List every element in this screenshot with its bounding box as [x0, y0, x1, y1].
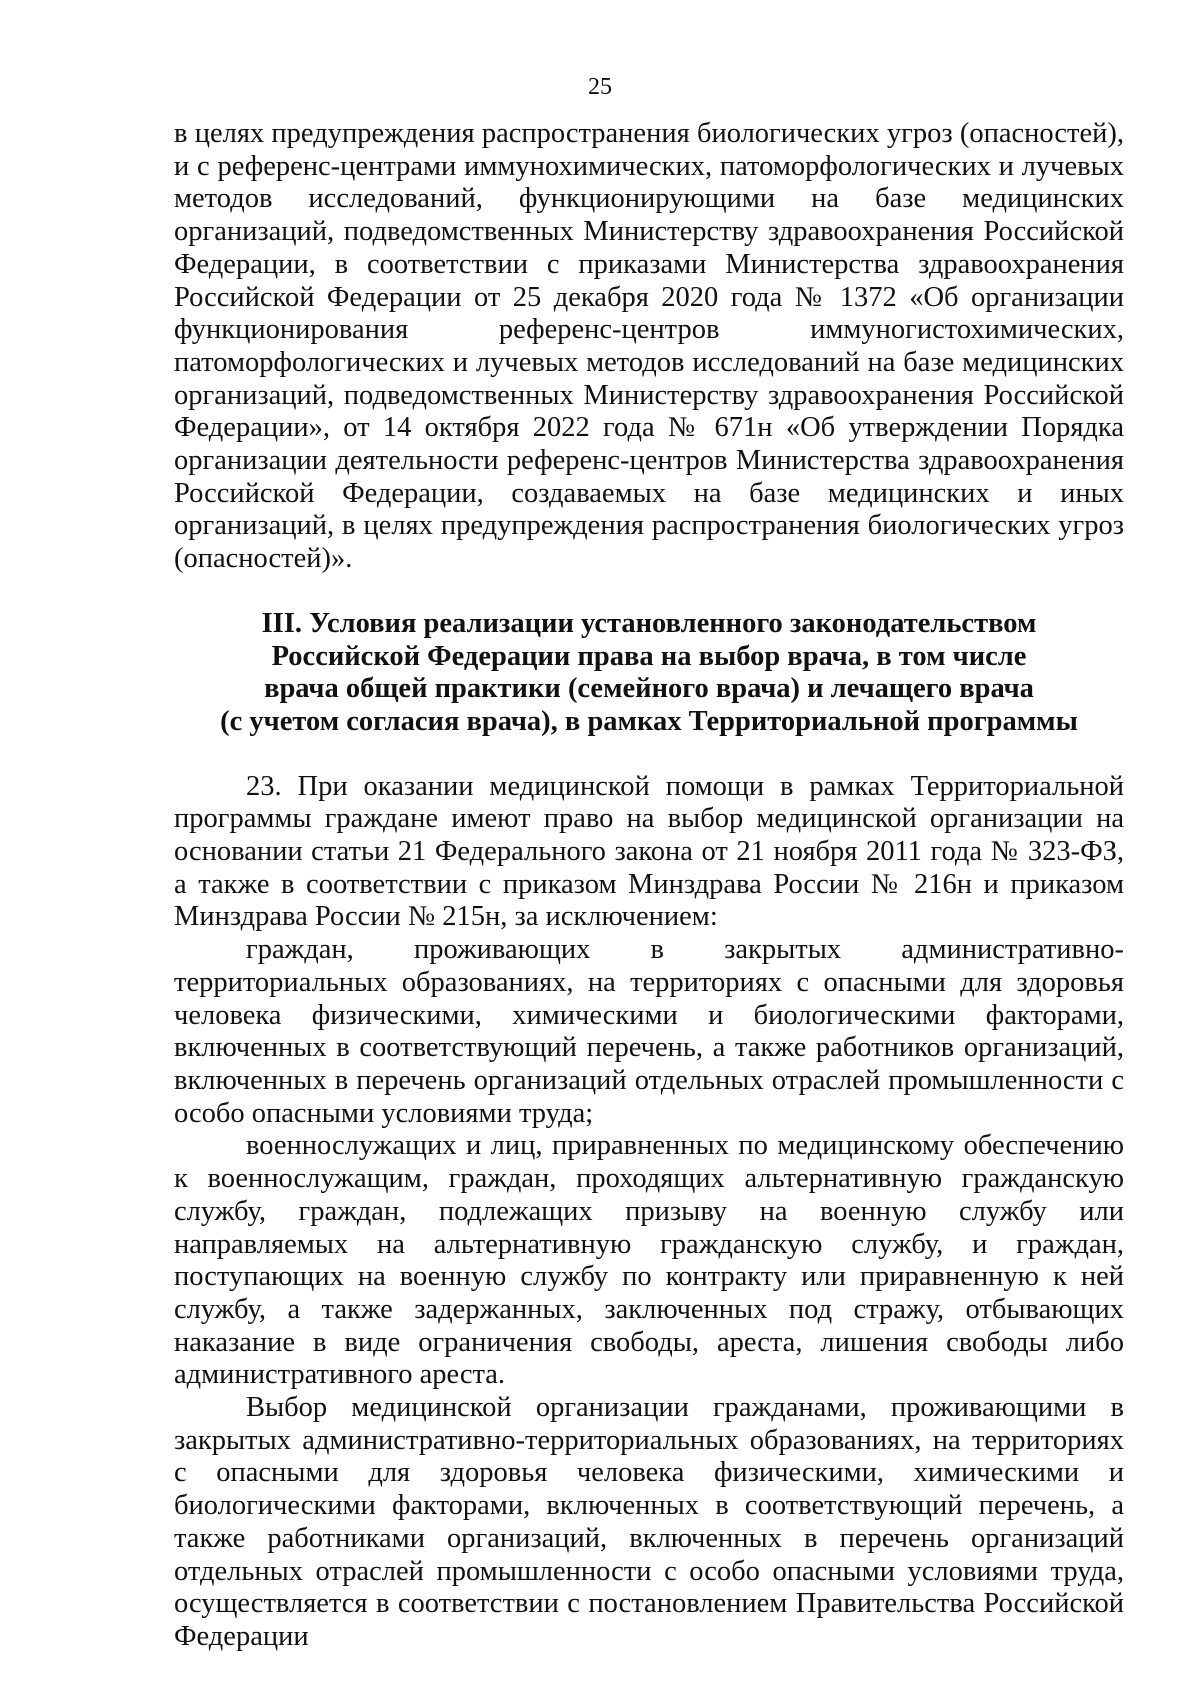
section-heading-line: Российской Федерации права на выбор врача, в том числе	[271, 640, 1027, 672]
page-number: 25	[588, 74, 612, 100]
section-heading-line: III. Условия реализации установленного законодательством	[261, 607, 1037, 639]
section-heading-line: врача общей практики (семейного врача) и лечащего врача	[264, 673, 1034, 705]
paragraph-choice: Выбор медицинской организации гражданами, проживающими в закрытых административно-территориальных образованиях, на территориях с опасными для здоровья человека физическими, химическими и биологическими факторами, включенных в соответствующий перечень, а также работниками организаций, включенных в перечень организаций отдельных отраслей промышленности с особо опасными условиями труда, осуществляется в соответствии с постановлением Правительства Российской Федерации	[174, 1392, 1124, 1652]
section-heading-line: (с учетом согласия врача), в рамках Территориальной программы	[220, 705, 1078, 737]
document-body	[174, 118, 1124, 1654]
paragraph-23: 23. При оказании медицинской помощи в рамках Территориальной программы граждане имеют право на выбор медицинской организации на основании статьи 21 Федерального закона от 21 ноября 2011 года № 323-ФЗ, а также в соответствии с приказом Минздрава России № 216н и приказом Минздрава России № 215н, за исключением:	[174, 770, 1124, 933]
intro-paragraph: в целях предупреждения распространения биологических угроз (опасностей), и с референс-центрами иммунохимических, патоморфологических и лучевых методов исследований, функционирующими на базе медицинских организаций, подведомственных Министерству здравоохранения Российской Федерации, в соответствии с приказами Министерства здравоохранения Российской Федерации от 25 декабря 2020 года № 1372 «Об организации функционирования референс-центров иммуногистохимических, патоморфологических и лучевых методов исследований на базе медицинских организаций, подведомственных Министерству здравоохранения Российской Федерации», от 14 октября 2022 года № 671н «Об утверждении Порядка организации деятельности референс-центров Министерства здравоохранения Российской Федерации, создаваемых на базе медицинских и иных организаций, в целях предупреждения распространения биологических угроз (опасностей)».	[174, 118, 1124, 575]
paragraph-closed-territories: граждан, проживающих в закрытых административно-территориальных образованиях, на территориях с опасными для здоровья человека физическими, химическими и биологическими факторами, включенных в соответствующий перечень, а также работников организаций, включенных в перечень организаций отдельных отраслей промышленности с особо опасными условиями труда;	[174, 934, 1124, 1129]
section-heading	[174, 608, 1124, 739]
paragraph-military: военнослужащих и лиц, приравненных по медицинскому обеспечению к военнослужащим, граждан, проходящих альтернативную гражданскую службу, граждан, подлежащих призыву на военную службу или направляемых на альтернативную гражданскую службу, и граждан, поступающих на военную службу по контракту или приравненную к ней службу, а также задержанных, заключенных под стражу, отбывающих наказание в виде ограничения свободы, ареста, лишения свободы либо административного ареста.	[174, 1130, 1124, 1391]
